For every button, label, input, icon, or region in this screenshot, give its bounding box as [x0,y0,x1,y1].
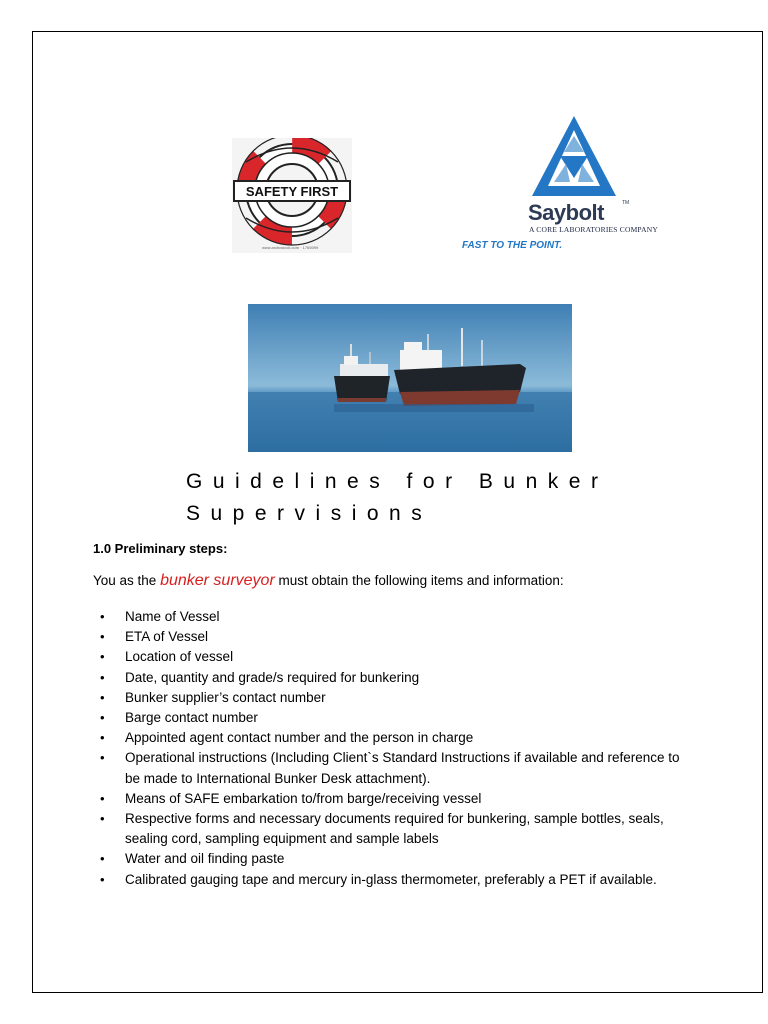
bullet-icon: • [100,689,105,705]
saybolt-tm: TM [622,200,630,206]
bullet-icon: • [100,871,105,887]
safety-logo-url: www.arcticstock.com · 1765099 [262,245,319,250]
bullet-icon: • [100,629,105,645]
list-item [93,688,693,708]
list-item [93,708,693,728]
section-heading: 1.0 Preliminary steps: [93,541,228,556]
list-item-text: Appointed agent contact number and the person in charge [125,730,474,746]
list-item [93,748,693,788]
bunker-surveyor-highlight: bunker surveyor [160,572,275,589]
list-item-text: Date, quantity and grade/s required for bunkering [125,669,420,685]
list-item-text: Calibrated gauging tape and mercury in-glass thermometer, preferably a PET if available. [125,871,657,887]
list-item-text: Name of Vessel [125,609,220,624]
tanker-ships-photo [248,304,572,452]
list-item [93,809,693,849]
list-item [93,789,693,809]
list-item [93,849,693,869]
bullet-icon: • [100,790,105,806]
list-item-text: Bunker supplier’s contact number [125,689,326,705]
bullet-icon: • [100,710,105,726]
list-item [93,870,693,890]
document-title: Guidelines for Bunker Supervisions [186,470,609,525]
intro-prefix: You as the [93,573,161,588]
list-item [93,607,693,627]
saybolt-subtitle: A CORE LABORATORIES COMPANY [529,225,658,234]
list-item-text: Water and oil finding paste [125,851,285,867]
list-item [93,647,693,667]
bullet-icon: • [100,730,105,746]
list-item-text: Respective forms and necessary documents required for bunkering, sample bottles, seals, sealing cord, sampling equipment and sample labels [125,811,664,847]
bullet-icon: • [100,649,105,665]
list-item-text: Means of SAFE embarkation to/from barge/receiving vessel [125,790,482,806]
list-item [93,627,693,647]
bullet-icon: • [100,851,105,867]
intro-paragraph [93,572,564,590]
requirements-list [93,607,693,890]
list-item-text: ETA of Vessel [125,629,209,645]
bullet-icon: • [100,669,105,685]
list-item-text: Barge contact number [125,710,258,726]
bullet-icon: • [100,811,105,827]
safety-first-text: SAFETY FIRST [245,184,339,199]
list-item [93,668,693,688]
intro-suffix: must obtain the following items and information: [274,573,564,588]
list-item [93,728,693,748]
bullet-icon: • [100,750,105,766]
list-item-text: Operational instructions (Including Client`s Standard Instructions if available and reference to be made to International Bunker Desk attachment). [125,750,680,786]
bullet-icon: • [100,609,105,624]
saybolt-tagline: FAST TO THE POINT. [462,240,563,251]
saybolt-name: Saybolt [528,200,604,225]
safety-first-logo [232,138,352,253]
list-item-text: Location of vessel [125,649,234,665]
